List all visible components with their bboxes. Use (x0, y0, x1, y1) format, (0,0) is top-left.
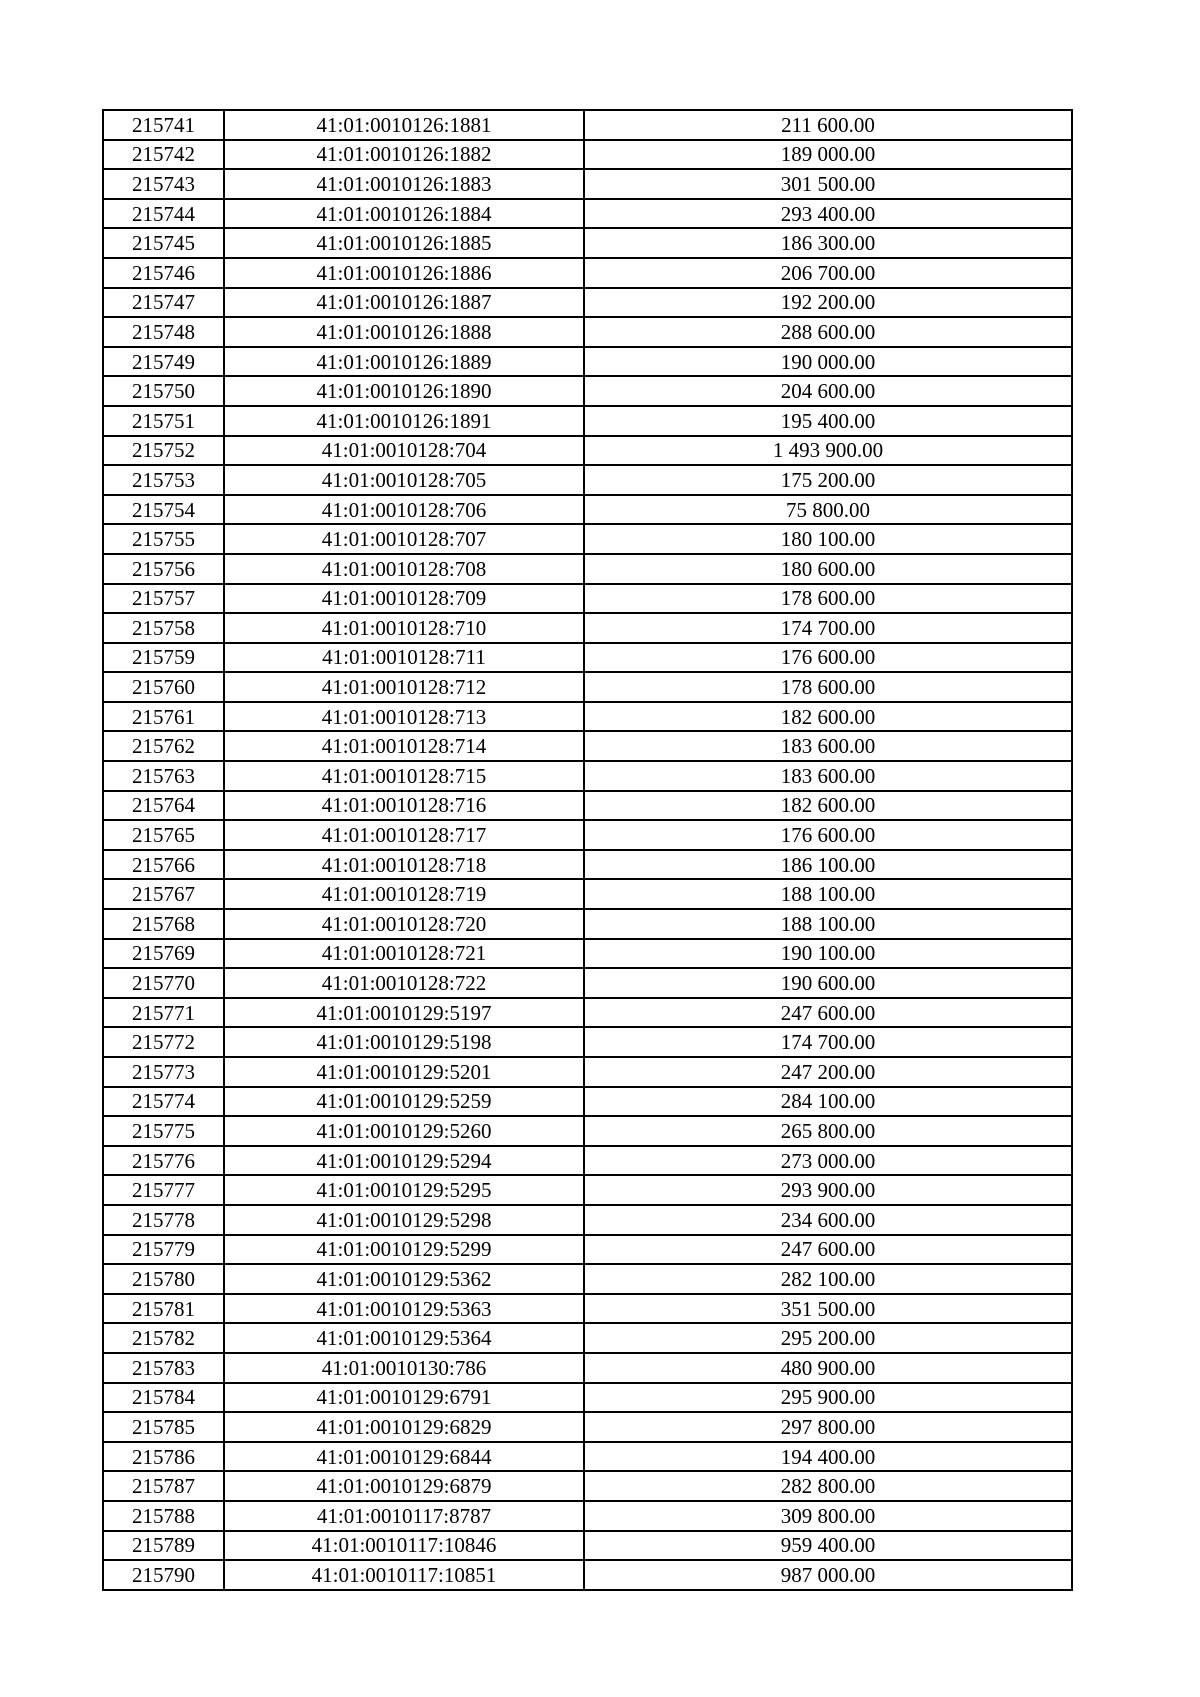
cadastral-number-cell: 41:01:0010126:1883 (224, 169, 584, 199)
cadastral-number-cell: 41:01:0010129:5363 (224, 1294, 584, 1324)
table-row (103, 1560, 1072, 1590)
table-row (103, 1116, 1072, 1146)
cadastral-value-cell: 194 400.00 (584, 1442, 1072, 1472)
cadastral-value-cell: 186 300.00 (584, 228, 1072, 258)
cadastral-value-cell: 247 200.00 (584, 1057, 1072, 1087)
cadastral-number-cell: 41:01:0010128:711 (224, 643, 584, 673)
row-number-cell: 215743 (103, 169, 224, 199)
table-row (103, 1471, 1072, 1501)
cadastral-value-cell: 1 493 900.00 (584, 436, 1072, 466)
row-number-cell: 215769 (103, 939, 224, 969)
table-row (103, 702, 1072, 732)
cadastral-value-cell: 75 800.00 (584, 495, 1072, 525)
cadastral-number-cell: 41:01:0010128:712 (224, 672, 584, 702)
cadastral-number-cell: 41:01:0010128:722 (224, 968, 584, 998)
cadastral-value-cell: 174 700.00 (584, 1027, 1072, 1057)
cadastral-number-cell: 41:01:0010128:710 (224, 613, 584, 643)
cadastral-value-cell: 180 600.00 (584, 554, 1072, 584)
cadastral-number-cell: 41:01:0010129:5299 (224, 1235, 584, 1265)
row-number-cell: 215773 (103, 1057, 224, 1087)
table-row (103, 1531, 1072, 1561)
cadastral-value-cell: 480 900.00 (584, 1353, 1072, 1383)
row-number-cell: 215772 (103, 1027, 224, 1057)
row-number-cell: 215777 (103, 1175, 224, 1205)
table-row (103, 1412, 1072, 1442)
row-number-cell: 215747 (103, 288, 224, 318)
table-row (103, 939, 1072, 969)
cadastral-number-cell: 41:01:0010129:5364 (224, 1323, 584, 1353)
row-number-cell: 215756 (103, 554, 224, 584)
row-number-cell: 215783 (103, 1353, 224, 1383)
cadastral-value-cell: 211 600.00 (584, 110, 1072, 140)
row-number-cell: 215744 (103, 199, 224, 229)
row-number-cell: 215754 (103, 495, 224, 525)
table-row (103, 317, 1072, 347)
cadastral-value-cell: 188 100.00 (584, 909, 1072, 939)
row-number-cell: 215749 (103, 347, 224, 377)
cadastral-number-cell: 41:01:0010126:1889 (224, 347, 584, 377)
row-number-cell: 215768 (103, 909, 224, 939)
table-row (103, 1501, 1072, 1531)
cadastral-number-cell: 41:01:0010128:715 (224, 761, 584, 791)
row-number-cell: 215761 (103, 702, 224, 732)
cadastral-number-cell: 41:01:0010128:708 (224, 554, 584, 584)
cadastral-number-cell: 41:01:0010129:5198 (224, 1027, 584, 1057)
table-row (103, 1205, 1072, 1235)
row-number-cell: 215765 (103, 820, 224, 850)
row-number-cell: 215790 (103, 1560, 224, 1590)
cadastral-number-cell: 41:01:0010129:5201 (224, 1057, 584, 1087)
cadastral-value-cell: 192 200.00 (584, 288, 1072, 318)
cadastral-value-cell: 195 400.00 (584, 406, 1072, 436)
table-row (103, 643, 1072, 673)
cadastral-number-cell: 41:01:0010117:10851 (224, 1560, 584, 1590)
row-number-cell: 215776 (103, 1146, 224, 1176)
cadastral-value-cell: 189 000.00 (584, 140, 1072, 170)
cadastral-value-cell: 987 000.00 (584, 1560, 1072, 1590)
table-row (103, 1294, 1072, 1324)
cadastral-value-cell: 959 400.00 (584, 1531, 1072, 1561)
table-body (103, 110, 1072, 1590)
cadastral-number-cell: 41:01:0010128:718 (224, 850, 584, 880)
row-number-cell: 215742 (103, 140, 224, 170)
cadastral-value-cell: 204 600.00 (584, 376, 1072, 406)
table-row (103, 1087, 1072, 1117)
cadastral-value-cell: 301 500.00 (584, 169, 1072, 199)
table-row (103, 672, 1072, 702)
cadastral-value-cell: 182 600.00 (584, 702, 1072, 732)
row-number-cell: 215758 (103, 613, 224, 643)
table-row (103, 968, 1072, 998)
cadastral-value-cell: 273 000.00 (584, 1146, 1072, 1176)
row-number-cell: 215780 (103, 1264, 224, 1294)
table-row (103, 1323, 1072, 1353)
cadastral-number-cell: 41:01:0010126:1884 (224, 199, 584, 229)
table-row (103, 406, 1072, 436)
table-row (103, 110, 1072, 140)
cadastral-number-cell: 41:01:0010126:1886 (224, 258, 584, 288)
row-number-cell: 215775 (103, 1116, 224, 1146)
cadastral-number-cell: 41:01:0010126:1885 (224, 228, 584, 258)
cadastral-value-cell: 295 900.00 (584, 1383, 1072, 1413)
cadastral-number-cell: 41:01:0010117:10846 (224, 1531, 584, 1561)
table-row (103, 495, 1072, 525)
cadastral-value-table (102, 109, 1073, 1591)
cadastral-number-cell: 41:01:0010129:5259 (224, 1087, 584, 1117)
cadastral-number-cell: 41:01:0010129:6829 (224, 1412, 584, 1442)
cadastral-value-cell: 295 200.00 (584, 1323, 1072, 1353)
row-number-cell: 215789 (103, 1531, 224, 1561)
cadastral-value-cell: 190 000.00 (584, 347, 1072, 377)
cadastral-number-cell: 41:01:0010128:719 (224, 879, 584, 909)
row-number-cell: 215741 (103, 110, 224, 140)
table-row (103, 1057, 1072, 1087)
cadastral-value-cell: 176 600.00 (584, 820, 1072, 850)
row-number-cell: 215757 (103, 584, 224, 614)
table-row (103, 140, 1072, 170)
table-row (103, 1175, 1072, 1205)
table-row (103, 850, 1072, 880)
cadastral-number-cell: 41:01:0010129:5298 (224, 1205, 584, 1235)
table-row (103, 199, 1072, 229)
table-row (103, 1027, 1072, 1057)
cadastral-number-cell: 41:01:0010128:704 (224, 436, 584, 466)
cadastral-value-cell: 293 400.00 (584, 199, 1072, 229)
row-number-cell: 215788 (103, 1501, 224, 1531)
cadastral-number-cell: 41:01:0010129:6791 (224, 1383, 584, 1413)
cadastral-value-cell: 297 800.00 (584, 1412, 1072, 1442)
row-number-cell: 215763 (103, 761, 224, 791)
cadastral-value-cell: 282 100.00 (584, 1264, 1072, 1294)
cadastral-number-cell: 41:01:0010128:713 (224, 702, 584, 732)
table-row (103, 1146, 1072, 1176)
table-row (103, 1353, 1072, 1383)
table-row (103, 1383, 1072, 1413)
cadastral-number-cell: 41:01:0010126:1888 (224, 317, 584, 347)
cadastral-value-cell: 190 100.00 (584, 939, 1072, 969)
table-row (103, 879, 1072, 909)
cadastral-number-cell: 41:01:0010128:706 (224, 495, 584, 525)
row-number-cell: 215774 (103, 1087, 224, 1117)
row-number-cell: 215785 (103, 1412, 224, 1442)
cadastral-number-cell: 41:01:0010126:1891 (224, 406, 584, 436)
table-row (103, 791, 1072, 821)
row-number-cell: 215782 (103, 1323, 224, 1353)
table-row (103, 376, 1072, 406)
cadastral-number-cell: 41:01:0010128:709 (224, 584, 584, 614)
table-row (103, 228, 1072, 258)
cadastral-value-cell: 351 500.00 (584, 1294, 1072, 1324)
row-number-cell: 215760 (103, 672, 224, 702)
table-row (103, 761, 1072, 791)
cadastral-number-cell: 41:01:0010129:6844 (224, 1442, 584, 1472)
table-row (103, 465, 1072, 495)
cadastral-number-cell: 41:01:0010128:720 (224, 909, 584, 939)
cadastral-value-cell: 176 600.00 (584, 643, 1072, 673)
cadastral-number-cell: 41:01:0010126:1890 (224, 376, 584, 406)
cadastral-value-cell: 174 700.00 (584, 613, 1072, 643)
cadastral-number-cell: 41:01:0010130:786 (224, 1353, 584, 1383)
table-row (103, 436, 1072, 466)
row-number-cell: 215784 (103, 1383, 224, 1413)
cadastral-number-cell: 41:01:0010128:716 (224, 791, 584, 821)
table-row (103, 288, 1072, 318)
cadastral-value-cell: 282 800.00 (584, 1471, 1072, 1501)
cadastral-value-cell: 206 700.00 (584, 258, 1072, 288)
table-row (103, 169, 1072, 199)
cadastral-number-cell: 41:01:0010129:5197 (224, 998, 584, 1028)
table-row (103, 731, 1072, 761)
cadastral-number-cell: 41:01:0010128:705 (224, 465, 584, 495)
row-number-cell: 215755 (103, 524, 224, 554)
row-number-cell: 215751 (103, 406, 224, 436)
table-row (103, 1235, 1072, 1265)
cadastral-value-cell: 183 600.00 (584, 761, 1072, 791)
cadastral-value-cell: 234 600.00 (584, 1205, 1072, 1235)
row-number-cell: 215745 (103, 228, 224, 258)
table-row (103, 554, 1072, 584)
cadastral-value-cell: 180 100.00 (584, 524, 1072, 554)
row-number-cell: 215752 (103, 436, 224, 466)
cadastral-number-cell: 41:01:0010129:5294 (224, 1146, 584, 1176)
cadastral-number-cell: 41:01:0010126:1887 (224, 288, 584, 318)
row-number-cell: 215778 (103, 1205, 224, 1235)
cadastral-number-cell: 41:01:0010126:1881 (224, 110, 584, 140)
cadastral-value-cell: 188 100.00 (584, 879, 1072, 909)
cadastral-value-cell: 178 600.00 (584, 672, 1072, 702)
table-row (103, 998, 1072, 1028)
cadastral-value-cell: 183 600.00 (584, 731, 1072, 761)
cadastral-number-cell: 41:01:0010126:1882 (224, 140, 584, 170)
cadastral-value-cell: 175 200.00 (584, 465, 1072, 495)
cadastral-value-cell: 182 600.00 (584, 791, 1072, 821)
table-row (103, 258, 1072, 288)
cadastral-value-cell: 178 600.00 (584, 584, 1072, 614)
table-row (103, 584, 1072, 614)
table-row (103, 524, 1072, 554)
row-number-cell: 215746 (103, 258, 224, 288)
cadastral-value-cell: 284 100.00 (584, 1087, 1072, 1117)
cadastral-value-cell: 265 800.00 (584, 1116, 1072, 1146)
cadastral-number-cell: 41:01:0010117:8787 (224, 1501, 584, 1531)
cadastral-number-cell: 41:01:0010128:714 (224, 731, 584, 761)
row-number-cell: 215759 (103, 643, 224, 673)
row-number-cell: 215771 (103, 998, 224, 1028)
row-number-cell: 215770 (103, 968, 224, 998)
table-row (103, 613, 1072, 643)
cadastral-value-cell: 288 600.00 (584, 317, 1072, 347)
table-row (103, 820, 1072, 850)
row-number-cell: 215764 (103, 791, 224, 821)
row-number-cell: 215787 (103, 1471, 224, 1501)
table-row (103, 909, 1072, 939)
cadastral-number-cell: 41:01:0010129:5260 (224, 1116, 584, 1146)
cadastral-value-cell: 309 800.00 (584, 1501, 1072, 1531)
cadastral-value-cell: 247 600.00 (584, 1235, 1072, 1265)
cadastral-value-cell: 247 600.00 (584, 998, 1072, 1028)
row-number-cell: 215779 (103, 1235, 224, 1265)
table-row (103, 347, 1072, 377)
cadastral-number-cell: 41:01:0010128:707 (224, 524, 584, 554)
cadastral-value-cell: 293 900.00 (584, 1175, 1072, 1205)
cadastral-number-cell: 41:01:0010128:717 (224, 820, 584, 850)
cadastral-number-cell: 41:01:0010129:5362 (224, 1264, 584, 1294)
cadastral-value-cell: 190 600.00 (584, 968, 1072, 998)
cadastral-number-cell: 41:01:0010129:5295 (224, 1175, 584, 1205)
row-number-cell: 215781 (103, 1294, 224, 1324)
row-number-cell: 215766 (103, 850, 224, 880)
row-number-cell: 215748 (103, 317, 224, 347)
table-row (103, 1442, 1072, 1472)
cadastral-number-cell: 41:01:0010128:721 (224, 939, 584, 969)
cadastral-value-cell: 186 100.00 (584, 850, 1072, 880)
table-row (103, 1264, 1072, 1294)
cadastral-number-cell: 41:01:0010129:6879 (224, 1471, 584, 1501)
row-number-cell: 215786 (103, 1442, 224, 1472)
row-number-cell: 215750 (103, 376, 224, 406)
row-number-cell: 215753 (103, 465, 224, 495)
row-number-cell: 215767 (103, 879, 224, 909)
row-number-cell: 215762 (103, 731, 224, 761)
